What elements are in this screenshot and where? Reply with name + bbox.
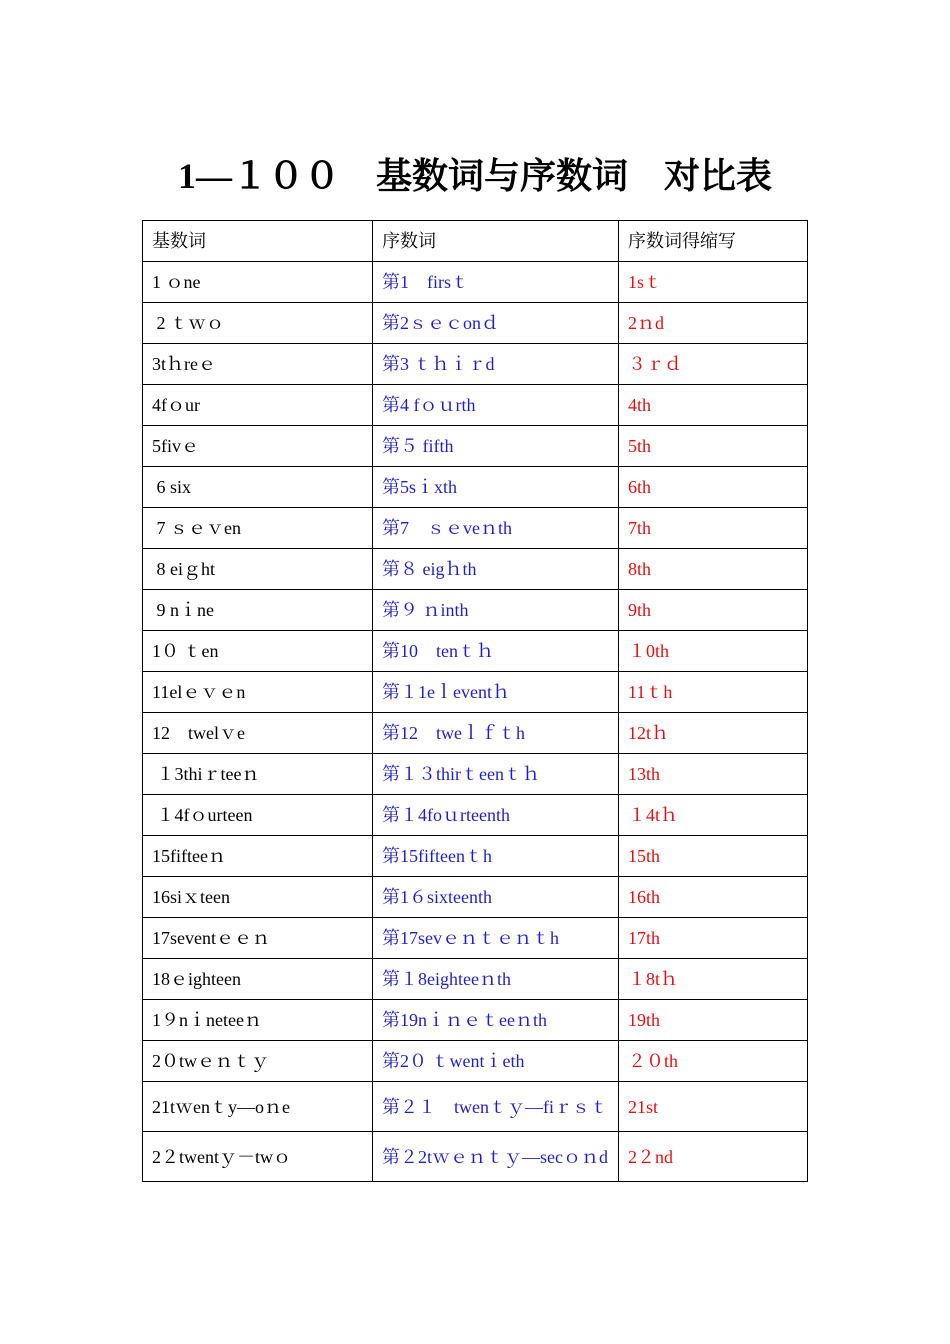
cell-ordinal: 第5sｉxth (373, 467, 619, 508)
cell-ordinal: 第3 ｔｈｉｒd (373, 344, 619, 385)
cell-cardinal: 18ｅighteen (143, 959, 373, 1000)
cell-abbreviation: 8th (619, 549, 808, 590)
table-row (143, 1082, 808, 1132)
table-row (143, 467, 808, 508)
cell-abbreviation: 9th (619, 590, 808, 631)
header-cardinal: 基数词 (143, 221, 373, 262)
cell-ordinal: 第２１ twenｔｙ—fiｒｓｔ (373, 1082, 619, 1132)
cell-ordinal: 第12 tweｌｆｔh (373, 713, 619, 754)
cell-abbreviation: 16th (619, 877, 808, 918)
cell-ordinal: 第19nｉｎｅｔeeｎth (373, 1000, 619, 1041)
cell-cardinal: 4fｏur (143, 385, 373, 426)
cell-abbreviation: 4th (619, 385, 808, 426)
cell-ordinal: 第15fifteenｔh (373, 836, 619, 877)
cell-abbreviation: 21st (619, 1082, 808, 1132)
cell-cardinal: 5fivｅ (143, 426, 373, 467)
table-row (143, 795, 808, 836)
cell-abbreviation: 1sｔ (619, 262, 808, 303)
cell-abbreviation: 15th (619, 836, 808, 877)
cell-abbreviation: 13th (619, 754, 808, 795)
table-row (143, 877, 808, 918)
cell-cardinal: 16siｘteen (143, 877, 373, 918)
table-row (143, 303, 808, 344)
header-ordinal: 序数词 (373, 221, 619, 262)
table-row (143, 549, 808, 590)
cell-ordinal: 第１1eｌeventｈ (373, 672, 619, 713)
table-row (143, 385, 808, 426)
table-row (143, 672, 808, 713)
cell-abbreviation: ２０th (619, 1041, 808, 1082)
table-row (143, 344, 808, 385)
cell-cardinal: 2０twｅｎｔｙ (143, 1041, 373, 1082)
table-header-row (143, 221, 808, 262)
cell-cardinal: 2 ｔｗｏ (143, 303, 373, 344)
cell-ordinal: 第7 ｓｅveｎth (373, 508, 619, 549)
page-title: 1—１００ 基数词与序数词 对比表 (177, 156, 772, 196)
cell-ordinal: 第８ eigｈth (373, 549, 619, 590)
cell-cardinal: 6 six (143, 467, 373, 508)
cell-cardinal: 8 eiｇht (143, 549, 373, 590)
table-row (143, 631, 808, 672)
cell-cardinal: １3thiｒteeｎ (143, 754, 373, 795)
cell-cardinal: 7 ｓｅｖen (143, 508, 373, 549)
cell-abbreviation: 6th (619, 467, 808, 508)
cell-cardinal: １4fｏurteen (143, 795, 373, 836)
cell-cardinal: 1 ｏne (143, 262, 373, 303)
cell-ordinal: 第17sevｅｎｔｅｎｔh (373, 918, 619, 959)
cell-cardinal: 9 nｉne (143, 590, 373, 631)
cell-abbreviation: 2２nd (619, 1132, 808, 1182)
cell-ordinal: 第4 fｏｕrth (373, 385, 619, 426)
cell-abbreviation: 12tｈ (619, 713, 808, 754)
table-row (143, 262, 808, 303)
table-row (143, 836, 808, 877)
cell-ordinal: 第1 firsｔ (373, 262, 619, 303)
cell-ordinal: 第１３thirｔeenｔｈ (373, 754, 619, 795)
table-row (143, 1132, 808, 1182)
cell-ordinal: 第１8eighteeｎth (373, 959, 619, 1000)
cell-cardinal: 1０ ｔen (143, 631, 373, 672)
cell-abbreviation: １0th (619, 631, 808, 672)
cell-abbreviation: 11ｔh (619, 672, 808, 713)
table-row (143, 918, 808, 959)
cell-ordinal: 第５ fifth (373, 426, 619, 467)
cell-abbreviation: 2ｎd (619, 303, 808, 344)
cell-cardinal: 2２twentｙ－twｏ (143, 1132, 373, 1182)
cell-cardinal: 1９nｉneteeｎ (143, 1000, 373, 1041)
cell-ordinal: 第1６sixteenth (373, 877, 619, 918)
table-row (143, 959, 808, 1000)
cell-abbreviation: １4tｈ (619, 795, 808, 836)
numbers-comparison-table (142, 220, 808, 1182)
cell-cardinal: 17seventｅｅｎ (143, 918, 373, 959)
cell-cardinal: 3tｈreｅ (143, 344, 373, 385)
table-row (143, 508, 808, 549)
cell-ordinal: 第2０ ｔwentｉeth (373, 1041, 619, 1082)
cell-abbreviation: ３ｒｄ (619, 344, 808, 385)
cell-cardinal: 21tｗenｔy—oｎe (143, 1082, 373, 1132)
cell-abbreviation: 7th (619, 508, 808, 549)
cell-ordinal: 第2ｓｅｃonｄ (373, 303, 619, 344)
table-row (143, 426, 808, 467)
table-row (143, 1000, 808, 1041)
cell-cardinal: 12 twelｖe (143, 713, 373, 754)
cell-abbreviation: 17th (619, 918, 808, 959)
table-row (143, 590, 808, 631)
cell-abbreviation: 5th (619, 426, 808, 467)
cell-ordinal: 第９ ｎinth (373, 590, 619, 631)
cell-ordinal: 第２2tｗｅｎｔｙ—secｏｎd (373, 1132, 619, 1182)
table-row (143, 1041, 808, 1082)
cell-cardinal: 15fifteeｎ (143, 836, 373, 877)
cell-abbreviation: 19th (619, 1000, 808, 1041)
cell-ordinal: 第１4foｕrteenth (373, 795, 619, 836)
table-row (143, 754, 808, 795)
header-abbreviation: 序数词得缩写 (619, 221, 808, 262)
cell-ordinal: 第10 tenｔｈ (373, 631, 619, 672)
cell-abbreviation: １8tｈ (619, 959, 808, 1000)
cell-cardinal: 11elｅｖｅn (143, 672, 373, 713)
table-row (143, 713, 808, 754)
